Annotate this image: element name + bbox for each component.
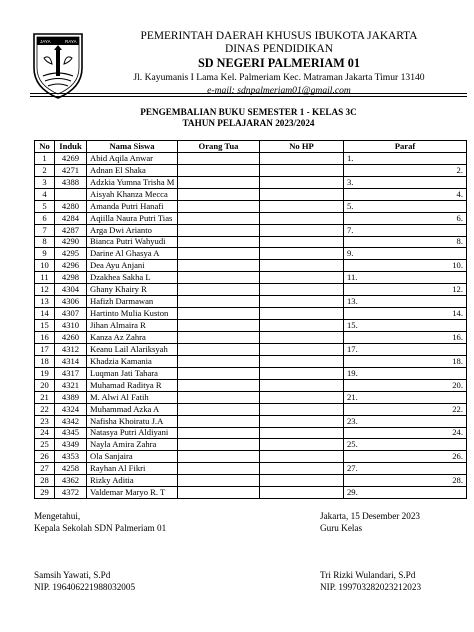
cell-no-hp xyxy=(260,475,344,487)
cell-nama-siswa: Natasya Putri Aldiyani xyxy=(87,427,178,439)
cell-paraf: 23. xyxy=(344,415,467,427)
cell-no-hp xyxy=(260,212,344,224)
cell-orang-tua xyxy=(178,439,260,451)
cell-paraf: 26. xyxy=(344,451,467,463)
cell-no: 1 xyxy=(35,152,55,164)
cell-induk: 4290 xyxy=(55,236,87,248)
cell-induk: 4362 xyxy=(55,475,87,487)
cell-orang-tua xyxy=(178,224,260,236)
cell-paraf: 19. xyxy=(344,367,467,379)
table-row xyxy=(35,463,467,475)
place-date: Jakarta, 15 Desember 2023 xyxy=(320,511,421,521)
signature-right-name-block xyxy=(320,569,421,593)
cell-no: 6 xyxy=(35,212,55,224)
cell-nama-siswa: Jihan Almaira R xyxy=(87,320,178,332)
cell-induk: 4295 xyxy=(55,248,87,260)
cell-no-hp xyxy=(260,487,344,499)
cell-nama-siswa: Abid Aqila Anwar xyxy=(87,152,178,164)
table-row xyxy=(35,248,467,260)
cell-no: 21 xyxy=(35,391,55,403)
cell-induk: 4304 xyxy=(55,284,87,296)
cell-no-hp xyxy=(260,320,344,332)
cell-orang-tua xyxy=(178,260,260,272)
cell-no-hp xyxy=(260,379,344,391)
cell-induk: 4287 xyxy=(55,224,87,236)
cell-induk xyxy=(55,188,87,200)
header-induk: Induk xyxy=(55,141,87,153)
cell-no-hp xyxy=(260,415,344,427)
cell-induk: 4280 xyxy=(55,200,87,212)
table-row xyxy=(35,212,467,224)
cell-nama-siswa: Bianca Putri Wahyudi xyxy=(87,236,178,248)
cell-no-hp xyxy=(260,355,344,367)
cell-no: 22 xyxy=(35,403,55,415)
principal-title: Kepala Sekolah SDN Palmeriam 01 xyxy=(34,523,167,533)
letterhead-divider-thick xyxy=(30,93,467,94)
cell-no: 25 xyxy=(35,439,55,451)
cell-orang-tua xyxy=(178,332,260,344)
table-row xyxy=(35,355,467,367)
cell-paraf: 16. xyxy=(344,332,467,344)
table-row xyxy=(35,152,467,164)
cell-paraf: 29. xyxy=(344,487,467,499)
cell-paraf: 27. xyxy=(344,463,467,475)
cell-induk: 4342 xyxy=(55,415,87,427)
cell-nama-siswa: Khadzia Kamania xyxy=(87,355,178,367)
school-email: e-mail: sdnpalmeriam01@gmail.com xyxy=(207,85,351,96)
logo-text-left: JAYA xyxy=(40,39,51,44)
cell-induk: 4258 xyxy=(55,463,87,475)
cell-paraf: 21. xyxy=(344,391,467,403)
cell-orang-tua xyxy=(178,475,260,487)
signature-left-name-block xyxy=(34,569,135,593)
cell-no: 19 xyxy=(35,367,55,379)
cell-no-hp xyxy=(260,367,344,379)
table-row xyxy=(35,391,467,403)
cell-nama-siswa: Adzkia Yumna Trisha M xyxy=(87,176,178,188)
cell-no: 14 xyxy=(35,308,55,320)
letterhead xyxy=(30,22,470,96)
table-header-row xyxy=(35,141,467,153)
header-paraf: Paraf xyxy=(344,141,467,153)
cell-no-hp xyxy=(260,176,344,188)
cell-no: 2 xyxy=(35,164,55,176)
table-row xyxy=(35,236,467,248)
cell-paraf: 22. xyxy=(344,403,467,415)
cell-nama-siswa: Adnan El Shaka xyxy=(87,164,178,176)
cell-nama-siswa: Kanza Az Zahra xyxy=(87,332,178,344)
cell-induk: 4298 xyxy=(55,272,87,284)
cell-induk: 4321 xyxy=(55,379,87,391)
cell-paraf: 25. xyxy=(344,439,467,451)
signature-left xyxy=(34,510,166,534)
cell-no: 13 xyxy=(35,296,55,308)
cell-nama-siswa: Rizky Aditia xyxy=(87,475,178,487)
header-nama-siswa: Nama Siswa xyxy=(87,141,178,153)
table-row xyxy=(35,439,467,451)
cell-paraf: 13. xyxy=(344,296,467,308)
cell-orang-tua xyxy=(178,200,260,212)
cell-orang-tua xyxy=(178,188,260,200)
cell-no: 4 xyxy=(35,188,55,200)
cell-nama-siswa: Dzakhea Sakha L xyxy=(87,272,178,284)
cell-nama-siswa: Rayhan Al Fikri xyxy=(87,463,178,475)
cell-no: 3 xyxy=(35,176,55,188)
cell-nama-siswa: Muhamad Raditya R xyxy=(87,379,178,391)
table-row xyxy=(35,296,467,308)
cell-no: 28 xyxy=(35,475,55,487)
table-row xyxy=(35,188,467,200)
cell-orang-tua xyxy=(178,391,260,403)
school-address: Jl. Kayumanis I Lama Kel. Palmeriam Kec. Matraman Jakarta Timur 13140 xyxy=(133,72,425,83)
cell-orang-tua xyxy=(178,284,260,296)
document-title: PENGEMBALIAN BUKU SEMESTER 1 - KELAS 3C xyxy=(140,107,357,117)
cell-orang-tua xyxy=(178,379,260,391)
cell-paraf: 6. xyxy=(344,212,467,224)
school-name: SD NEGERI PALMERIAM 01 xyxy=(198,56,360,70)
cell-orang-tua xyxy=(178,451,260,463)
cell-no-hp xyxy=(260,403,344,415)
cell-induk: 4271 xyxy=(55,164,87,176)
cell-induk: 4269 xyxy=(55,152,87,164)
cell-induk: 4317 xyxy=(55,367,87,379)
cell-no-hp xyxy=(260,427,344,439)
cell-nama-siswa: Aisyah Khanza Mecca xyxy=(87,188,178,200)
cell-paraf: 5. xyxy=(344,200,467,212)
logo-text-right: RAYA xyxy=(65,39,77,44)
cell-nama-siswa: Darine Al Ghasya A xyxy=(87,248,178,260)
cell-no-hp xyxy=(260,463,344,475)
cell-orang-tua xyxy=(178,355,260,367)
cell-paraf: 11. xyxy=(344,272,467,284)
government-name: PEMERINTAH DAERAH KHUSUS IBUKOTA JAKARTA xyxy=(140,30,418,42)
cell-paraf: 1. xyxy=(344,152,467,164)
cell-paraf: 7. xyxy=(344,224,467,236)
cell-no: 11 xyxy=(35,272,55,284)
cell-induk: 4324 xyxy=(55,403,87,415)
cell-nama-siswa: Keanu Lail Alariksyah xyxy=(87,343,178,355)
table-row xyxy=(35,200,467,212)
cell-nama-siswa: Luqman Jati Tahara xyxy=(87,367,178,379)
cell-no-hp xyxy=(260,236,344,248)
cell-paraf: 18. xyxy=(344,355,467,367)
table-row xyxy=(35,308,467,320)
cell-nama-siswa: Arga Dwi Arianto xyxy=(87,224,178,236)
department-name: DINAS PENDIDIKAN xyxy=(225,43,333,55)
cell-no-hp xyxy=(260,439,344,451)
cell-nama-siswa: Ghany Khairy R xyxy=(87,284,178,296)
cell-no: 20 xyxy=(35,379,55,391)
cell-paraf: 15. xyxy=(344,320,467,332)
cell-orang-tua xyxy=(178,296,260,308)
cell-induk: 4284 xyxy=(55,212,87,224)
acknowledged-label: Mengetahui, xyxy=(34,511,81,521)
table-row xyxy=(35,224,467,236)
cell-orang-tua xyxy=(178,367,260,379)
cell-no: 9 xyxy=(35,248,55,260)
cell-nama-siswa: Aqiilla Naura Putri Tias xyxy=(87,212,178,224)
cell-orang-tua xyxy=(178,415,260,427)
cell-no-hp xyxy=(260,164,344,176)
jakarta-crest-logo xyxy=(30,28,86,100)
cell-orang-tua xyxy=(178,427,260,439)
cell-no: 10 xyxy=(35,260,55,272)
cell-no-hp xyxy=(260,224,344,236)
table-row xyxy=(35,475,467,487)
cell-paraf: 14. xyxy=(344,308,467,320)
cell-orang-tua xyxy=(178,272,260,284)
cell-no: 23 xyxy=(35,415,55,427)
cell-nama-siswa: Dea Ayu Anjani xyxy=(87,260,178,272)
cell-paraf: 8. xyxy=(344,236,467,248)
cell-no-hp xyxy=(260,272,344,284)
cell-nama-siswa: Valdemar Maryo R. T xyxy=(87,487,178,499)
cell-no: 26 xyxy=(35,451,55,463)
table-row xyxy=(35,487,467,499)
table-row xyxy=(35,415,467,427)
header-no: No xyxy=(35,141,55,153)
cell-paraf: 4. xyxy=(344,188,467,200)
table-row xyxy=(35,272,467,284)
cell-no: 24 xyxy=(35,427,55,439)
cell-orang-tua xyxy=(178,236,260,248)
table-row xyxy=(35,427,467,439)
cell-no-hp xyxy=(260,248,344,260)
teacher-name: Tri Rizki Wulandari, S.Pd xyxy=(320,570,416,580)
cell-paraf: 17. xyxy=(344,343,467,355)
cell-no-hp xyxy=(260,260,344,272)
cell-no-hp xyxy=(260,343,344,355)
header-no-hp: No HP xyxy=(260,141,344,153)
cell-induk: 4388 xyxy=(55,176,87,188)
cell-paraf: 2. xyxy=(344,164,467,176)
letterhead-text xyxy=(88,30,470,97)
cell-induk: 4260 xyxy=(55,332,87,344)
cell-paraf: 24. xyxy=(344,427,467,439)
cell-orang-tua xyxy=(178,248,260,260)
cell-nama-siswa: Hartinto Mulia Kuston xyxy=(87,308,178,320)
cell-orang-tua xyxy=(178,176,260,188)
cell-orang-tua xyxy=(178,343,260,355)
cell-no-hp xyxy=(260,451,344,463)
table-row xyxy=(35,164,467,176)
cell-no-hp xyxy=(260,296,344,308)
cell-induk: 4310 xyxy=(55,320,87,332)
cell-no: 16 xyxy=(35,332,55,344)
cell-nama-siswa: Nayla Amira Zahra xyxy=(87,439,178,451)
cell-no-hp xyxy=(260,152,344,164)
cell-orang-tua xyxy=(178,212,260,224)
teacher-title: Guru Kelas xyxy=(320,523,363,533)
table-row xyxy=(35,332,467,344)
table-row xyxy=(35,379,467,391)
cell-induk: 4389 xyxy=(55,391,87,403)
cell-induk: 4353 xyxy=(55,451,87,463)
cell-orang-tua xyxy=(178,403,260,415)
cell-paraf: 20. xyxy=(344,379,467,391)
cell-induk: 4296 xyxy=(55,260,87,272)
cell-no: 18 xyxy=(35,355,55,367)
cell-nama-siswa: Nafisha Khoiratu J.A xyxy=(87,415,178,427)
cell-nama-siswa: Amanda Putri Hanafi xyxy=(87,200,178,212)
cell-no-hp xyxy=(260,308,344,320)
cell-no-hp xyxy=(260,188,344,200)
cell-no: 15 xyxy=(35,320,55,332)
document-title-block xyxy=(30,107,467,129)
cell-no-hp xyxy=(260,391,344,403)
table-row xyxy=(35,367,467,379)
cell-orang-tua xyxy=(178,320,260,332)
cell-no: 29 xyxy=(35,487,55,499)
cell-paraf: 9. xyxy=(344,248,467,260)
table-row xyxy=(35,284,467,296)
table-row xyxy=(35,403,467,415)
cell-no: 27 xyxy=(35,463,55,475)
cell-orang-tua xyxy=(178,487,260,499)
cell-nama-siswa: Hafizh Darmawan xyxy=(87,296,178,308)
cell-induk: 4312 xyxy=(55,343,87,355)
header-orang-tua: Orang Tua xyxy=(178,141,260,153)
cell-paraf: 12. xyxy=(344,284,467,296)
table-row xyxy=(35,176,467,188)
cell-no: 5 xyxy=(35,200,55,212)
teacher-nip: NIP. 199703282023212023 xyxy=(320,582,422,592)
signature-right xyxy=(320,510,420,534)
table-row xyxy=(35,260,467,272)
cell-no-hp xyxy=(260,284,344,296)
cell-orang-tua xyxy=(178,152,260,164)
cell-no: 17 xyxy=(35,343,55,355)
cell-induk: 4307 xyxy=(55,308,87,320)
cell-induk: 4372 xyxy=(55,487,87,499)
cell-nama-siswa: Ola Sanjaira xyxy=(87,451,178,463)
table-row xyxy=(35,451,467,463)
cell-no: 8 xyxy=(35,236,55,248)
principal-nip: NIP. 196406221988032005 xyxy=(34,582,136,592)
cell-no-hp xyxy=(260,200,344,212)
table-row xyxy=(35,343,467,355)
cell-orang-tua xyxy=(178,164,260,176)
cell-paraf: 10. xyxy=(344,260,467,272)
cell-orang-tua xyxy=(178,463,260,475)
cell-no: 7 xyxy=(35,224,55,236)
table-body xyxy=(35,152,467,498)
letterhead-divider-thin xyxy=(30,96,467,97)
cell-no-hp xyxy=(260,332,344,344)
cell-paraf: 28. xyxy=(344,475,467,487)
cell-nama-siswa: M. Alwi Al Fatih xyxy=(87,391,178,403)
cell-nama-siswa: Muhammad Azka A xyxy=(87,403,178,415)
cell-induk: 4345 xyxy=(55,427,87,439)
table-row xyxy=(35,320,467,332)
cell-induk: 4306 xyxy=(55,296,87,308)
student-return-table xyxy=(34,140,467,499)
cell-induk: 4349 xyxy=(55,439,87,451)
principal-name: Samsih Yawati, S.Pd xyxy=(34,570,111,580)
cell-paraf: 3. xyxy=(344,176,467,188)
cell-induk: 4314 xyxy=(55,355,87,367)
cell-orang-tua xyxy=(178,308,260,320)
document-subtitle: TAHUN PELAJARAN 2023/2024 xyxy=(182,118,315,128)
cell-no: 12 xyxy=(35,284,55,296)
